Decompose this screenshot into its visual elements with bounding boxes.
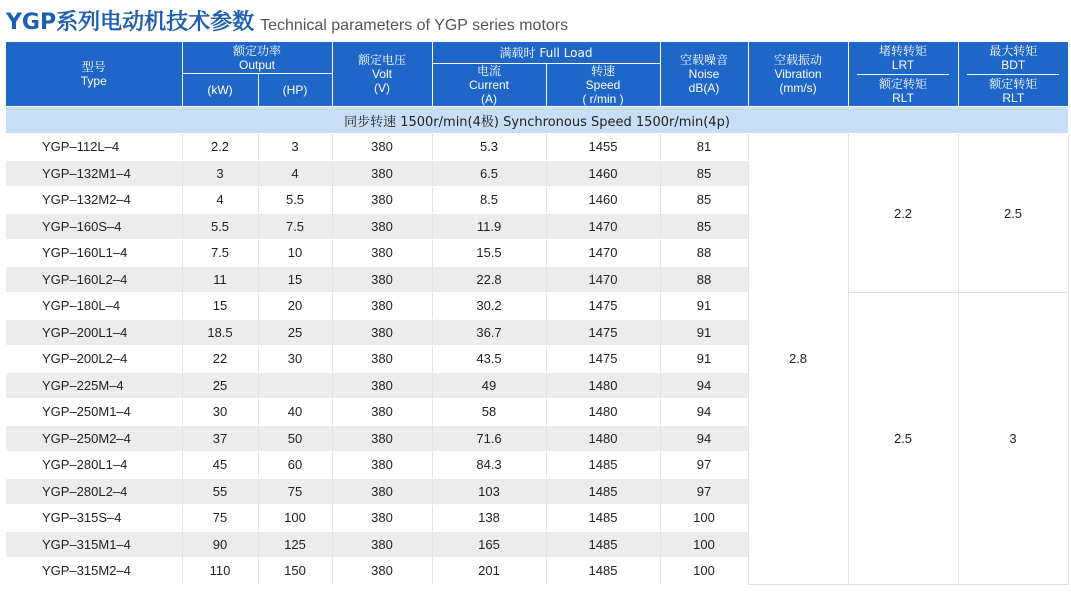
- cell-kw: 22: [182, 346, 258, 373]
- cell-hp: 3: [258, 134, 332, 161]
- cell-volt: 380: [332, 425, 432, 452]
- cell-kw: 3: [182, 160, 258, 187]
- cell-type: YGP–200L2–4: [6, 346, 182, 373]
- cell-current: 49: [432, 372, 546, 399]
- cell-current: 15.5: [432, 240, 546, 267]
- cell-current: 43.5: [432, 346, 546, 373]
- cell-speed: 1470: [546, 240, 660, 267]
- cell-hp: 40: [258, 399, 332, 426]
- cell-speed: 1475: [546, 319, 660, 346]
- table-row: [6, 293, 1068, 320]
- table-header: [6, 42, 1068, 107]
- cell-type: YGP–112L–4: [6, 134, 182, 161]
- cell-noise: 91: [660, 319, 748, 346]
- cell-speed: 1480: [546, 372, 660, 399]
- cell-current: 71.6: [432, 425, 546, 452]
- cell-type: YGP–160L2–4: [6, 266, 182, 293]
- cell-noise: 94: [660, 372, 748, 399]
- cell-current: 11.9: [432, 213, 546, 240]
- table-row: [6, 134, 1068, 161]
- cell-type: YGP–180L–4: [6, 293, 182, 320]
- cell-volt: 380: [332, 134, 432, 161]
- cell-current: 22.8: [432, 266, 546, 293]
- cell-kw: 11: [182, 266, 258, 293]
- divider: [857, 74, 949, 75]
- cell-hp: 100: [258, 505, 332, 532]
- cell-volt: 380: [332, 160, 432, 187]
- cell-hp: 5.5: [258, 187, 332, 214]
- cell-speed: 1460: [546, 160, 660, 187]
- cell-volt: 380: [332, 531, 432, 558]
- cell-current: 30.2: [432, 293, 546, 320]
- cell-speed: 1485: [546, 531, 660, 558]
- cell-speed: 1470: [546, 266, 660, 293]
- cell-current: 84.3: [432, 452, 546, 479]
- cell-speed: 1475: [546, 346, 660, 373]
- header-current: 电流 Current (A): [432, 64, 546, 107]
- cell-hp: 125: [258, 531, 332, 558]
- title-english: Technical parameters of YGP series motors: [260, 17, 569, 34]
- header-noise: 空载噪音 Noise dB(A): [660, 42, 748, 107]
- header-full-load: 满载时 Full Load: [432, 42, 660, 64]
- cell-type: YGP–315M2–4: [6, 558, 182, 585]
- cell-hp: [258, 372, 332, 399]
- cell-volt: 380: [332, 346, 432, 373]
- cell-noise: 81: [660, 134, 748, 161]
- cell-hp: 50: [258, 425, 332, 452]
- cell-type: YGP–250M1–4: [6, 399, 182, 426]
- cell-volt: 380: [332, 478, 432, 505]
- header-volt: 额定电压 Volt (V): [332, 42, 432, 107]
- cell-volt: 380: [332, 213, 432, 240]
- cell-volt: 380: [332, 452, 432, 479]
- cell-noise: 88: [660, 266, 748, 293]
- cell-hp: 25: [258, 319, 332, 346]
- cell-kw: 110: [182, 558, 258, 585]
- cell-volt: 380: [332, 319, 432, 346]
- cell-volt: 380: [332, 240, 432, 267]
- cell-hp: 10: [258, 240, 332, 267]
- cell-type: YGP–280L1–4: [6, 452, 182, 479]
- cell-volt: 380: [332, 558, 432, 585]
- cell-speed: 1485: [546, 452, 660, 479]
- cell-speed: 1485: [546, 505, 660, 532]
- divider: [967, 74, 1059, 75]
- cell-hp: 4: [258, 160, 332, 187]
- cell-noise: 85: [660, 160, 748, 187]
- cell-volt: 380: [332, 266, 432, 293]
- cell-kw: 75: [182, 505, 258, 532]
- cell-type: YGP–132M1–4: [6, 160, 182, 187]
- cell-hp: 60: [258, 452, 332, 479]
- title-chinese: YGP系列电动机技术参数: [6, 10, 255, 35]
- cell-current: 201: [432, 558, 546, 585]
- header-lrt-rlt: 堵转转矩 LRT 额定转矩 RLT: [848, 42, 958, 107]
- cell-noise: 85: [660, 187, 748, 214]
- cell-hp: 30: [258, 346, 332, 373]
- cell-type: YGP–250M2–4: [6, 425, 182, 452]
- cell-kw: 90: [182, 531, 258, 558]
- cell-speed: 1470: [546, 213, 660, 240]
- cell-type: YGP–280L2–4: [6, 478, 182, 505]
- cell-current: 8.5: [432, 187, 546, 214]
- page-title: [0, 0, 1071, 40]
- cell-kw: 7.5: [182, 240, 258, 267]
- cell-kw: 2.2: [182, 134, 258, 161]
- cell-type: YGP–200L1–4: [6, 319, 182, 346]
- cell-noise: 85: [660, 213, 748, 240]
- header-vibration: 空载振动 Vibration (mm/s): [748, 42, 848, 107]
- cell-bdt-ratio: 3: [958, 293, 1068, 585]
- cell-current: 165: [432, 531, 546, 558]
- cell-noise: 97: [660, 478, 748, 505]
- cell-speed: 1485: [546, 558, 660, 585]
- section-label: 同步转速 1500r/min(4极) Synchronous Speed 1500r/min(4p): [6, 107, 1068, 134]
- cell-current: 36.7: [432, 319, 546, 346]
- cell-hp: 15: [258, 266, 332, 293]
- cell-volt: 380: [332, 399, 432, 426]
- cell-bdt-ratio: 2.5: [958, 134, 1068, 293]
- cell-lrt-ratio: 2.5: [848, 293, 958, 585]
- cell-type: YGP–160S–4: [6, 213, 182, 240]
- cell-current: 138: [432, 505, 546, 532]
- cell-kw: 5.5: [182, 213, 258, 240]
- cell-current: 6.5: [432, 160, 546, 187]
- cell-type: YGP–225M–4: [6, 372, 182, 399]
- cell-kw: 45: [182, 452, 258, 479]
- cell-kw: 30: [182, 399, 258, 426]
- cell-vibration: 2.8: [748, 134, 848, 585]
- cell-type: YGP–315M1–4: [6, 531, 182, 558]
- cell-kw: 4: [182, 187, 258, 214]
- cell-kw: 25: [182, 372, 258, 399]
- header-bdt-rlt: 最大转矩 BDT 额定转矩 RLT: [958, 42, 1068, 107]
- cell-type: YGP–132M2–4: [6, 187, 182, 214]
- cell-noise: 100: [660, 531, 748, 558]
- cell-lrt-ratio: 2.2: [848, 134, 958, 293]
- cell-noise: 100: [660, 505, 748, 532]
- cell-volt: 380: [332, 505, 432, 532]
- cell-current: 58: [432, 399, 546, 426]
- motor-parameters-table: [6, 42, 1069, 585]
- cell-noise: 94: [660, 425, 748, 452]
- cell-current: 5.3: [432, 134, 546, 161]
- header-output: 额定功率 Output: [182, 42, 332, 74]
- cell-speed: 1485: [546, 478, 660, 505]
- cell-speed: 1475: [546, 293, 660, 320]
- cell-noise: 94: [660, 399, 748, 426]
- header-type: 型号 Type: [6, 42, 182, 107]
- cell-noise: 91: [660, 346, 748, 373]
- table-body: [6, 107, 1068, 585]
- cell-kw: 18.5: [182, 319, 258, 346]
- cell-hp: 150: [258, 558, 332, 585]
- cell-volt: 380: [332, 187, 432, 214]
- cell-current: 103: [432, 478, 546, 505]
- cell-hp: 75: [258, 478, 332, 505]
- header-speed: 转速 Speed ( r/min ): [546, 64, 660, 107]
- cell-speed: 1480: [546, 425, 660, 452]
- header-hp: (HP): [258, 74, 332, 107]
- cell-speed: 1460: [546, 187, 660, 214]
- cell-noise: 97: [660, 452, 748, 479]
- cell-kw: 15: [182, 293, 258, 320]
- cell-noise: 91: [660, 293, 748, 320]
- cell-hp: 7.5: [258, 213, 332, 240]
- header-kw: (kW): [182, 74, 258, 107]
- cell-noise: 100: [660, 558, 748, 585]
- cell-speed: 1480: [546, 399, 660, 426]
- cell-type: YGP–315S–4: [6, 505, 182, 532]
- cell-kw: 37: [182, 425, 258, 452]
- cell-volt: 380: [332, 372, 432, 399]
- cell-noise: 88: [660, 240, 748, 267]
- cell-volt: 380: [332, 293, 432, 320]
- cell-kw: 55: [182, 478, 258, 505]
- cell-type: YGP–160L1–4: [6, 240, 182, 267]
- cell-hp: 20: [258, 293, 332, 320]
- cell-speed: 1455: [546, 134, 660, 161]
